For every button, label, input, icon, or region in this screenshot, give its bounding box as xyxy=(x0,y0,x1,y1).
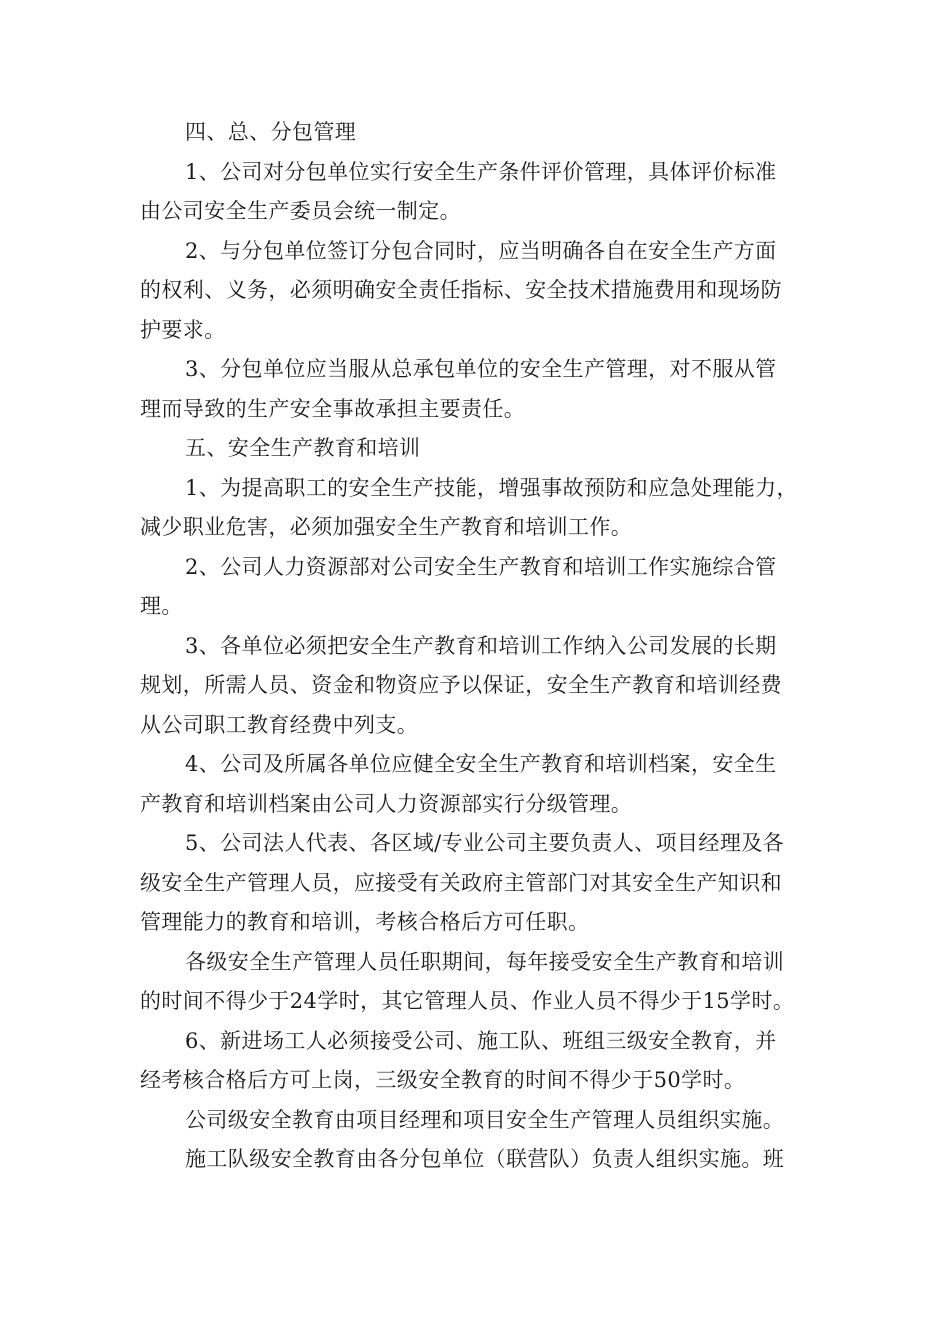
paragraph-line: 2、公司人力资源部对公司安全生产教育和培训工作实施综合管 xyxy=(185,554,777,579)
paragraph-line: 各级安全生产管理人员任职期间，每年接受安全生产教育和培训 xyxy=(185,949,785,974)
paragraph-line: 1、公司对分包单位实行安全生产条件评价管理，具体评价标准 xyxy=(185,159,777,184)
document-body xyxy=(140,113,820,1180)
section-heading-4: 四、总、分包管理 xyxy=(185,120,357,144)
paragraph-line: 理而导致的生产安全事故承担主要责任。 xyxy=(140,396,526,421)
section-heading-5: 五、安全生产教育和培训 xyxy=(185,436,421,460)
paragraph-line: 5、公司法人代表、各区域/专业公司主要负责人、项目经理及各 xyxy=(185,831,785,855)
paragraph-line: 的权利、义务，必须明确安全责任指标、安全技术措施费用和现场防 xyxy=(140,278,782,302)
paragraph-line: 管理能力的教育和培训，考核合格后方可任职。 xyxy=(140,910,590,934)
paragraph-line: 3、各单位必须把安全生产教育和培训工作纳入公司发展的长期 xyxy=(185,633,777,658)
paragraph-line: 的时间不得少于24学时，其它管理人员、作业人员不得少于15学时。 xyxy=(140,989,795,1013)
paragraph-line: 经考核合格后方可上岗，三级安全教育的时间不得少于50学时。 xyxy=(140,1068,746,1092)
paragraph-line: 3、分包单位应当服从总承包单位的安全生产管理，对不服从管 xyxy=(185,357,777,381)
paragraph-line: 减少职业危害，必须加强安全生产教育和培训工作。 xyxy=(140,515,633,539)
paragraph-line: 产教育和培训档案由公司人力资源部实行分级管理。 xyxy=(140,791,633,816)
paragraph-line: 从公司职工教育经费中列支。 xyxy=(140,712,419,737)
paragraph-line: 2、与分包单位签订分包合同时，应当明确各自在安全生产方面 xyxy=(185,238,777,263)
paragraph-line: 4、公司及所属各单位应健全安全生产教育和培训档案，安全生 xyxy=(185,752,777,776)
paragraph-line: 公司级安全教育由项目经理和项目安全生产管理人员组织实施。 xyxy=(185,1107,785,1132)
paragraph-line: 护要求。 xyxy=(140,317,226,342)
paragraph-line: 1、为提高职工的安全生产技能，增强事故预防和应急处理能力， xyxy=(185,475,798,500)
paragraph-line: 规划，所需人员、资金和物资应予以保证，安全生产教育和培训经费 xyxy=(140,673,782,697)
paragraph-line: 由公司安全生产委员会统一制定。 xyxy=(140,199,461,223)
paragraph-line: 理。 xyxy=(140,594,183,618)
paragraph-line: 6、新进场工人必须接受公司、施工队、班组三级安全教育，并 xyxy=(185,1028,777,1053)
paragraph-line: 级安全生产管理人员，应接受有关政府主管部门对其安全生产知识和 xyxy=(140,870,782,895)
paragraph-line: 施工队级安全教育由各分包单位（联营队）负责人组织实施。班 xyxy=(185,1147,785,1171)
